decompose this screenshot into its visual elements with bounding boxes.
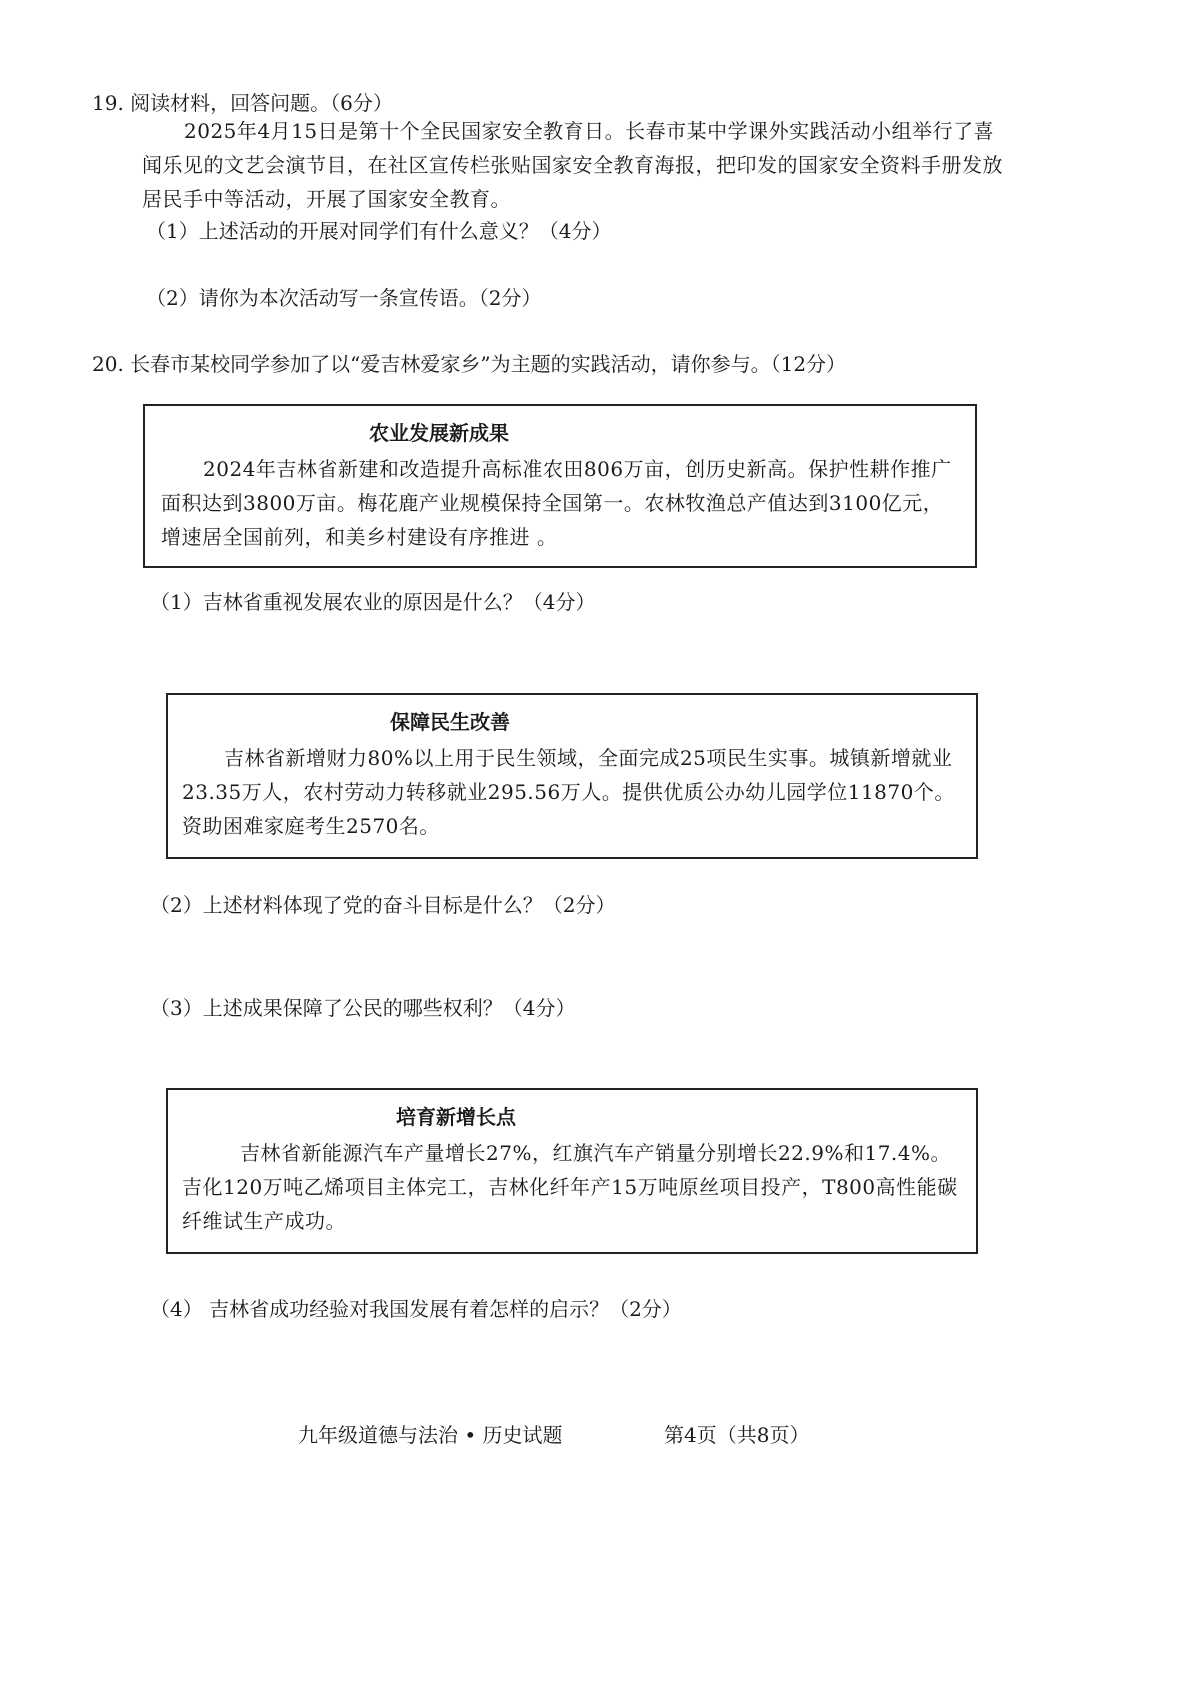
footer-page-number: 第4页（共8页） bbox=[664, 1423, 810, 1447]
q20-sub3: （3）上述成果保障了公民的哪些权利？（4分） bbox=[150, 996, 576, 1020]
material-box-agriculture bbox=[143, 404, 977, 568]
box-title: 培育新增长点 bbox=[396, 1105, 516, 1129]
footer-subject: 九年级道德与法治 • 历史试题 bbox=[298, 1423, 563, 1447]
q19-heading: 19. 阅读材料，回答问题。（6分） bbox=[92, 91, 393, 115]
q20-sub4: （4） 吉林省成功经验对我国发展有着怎样的启示？（2分） bbox=[150, 1297, 682, 1321]
box-title: 农业发展新成果 bbox=[369, 421, 509, 445]
box-body: 2024年吉林省新建和改造提升高标准农田806万亩，创历史新高。保护性耕作推广面积达到3800万亩。梅花鹿产业规模保持全国第一。农林牧渔总产值达到3100亿元，增速居全国前列，和美乡村建设有序推进 。 bbox=[161, 457, 952, 549]
q20-heading: 20. 长春市某校同学参加了以“爱吉林爱家乡”为主题的实践活动，请你参与。（12分） bbox=[92, 352, 847, 376]
material-box-growth bbox=[166, 1088, 978, 1254]
material-box-livelihood bbox=[166, 693, 978, 859]
box-body: 吉林省新增财力80%以上用于民生领域，全面完成25项民生实事。城镇新增就业23.35万人，农村劳动力转移就业295.56万人。提供优质公办幼儿园学位11870个。资助困难家庭考生2570名。 bbox=[182, 746, 955, 838]
q19-sub2: （2）请你为本次活动写一条宣传语。（2分） bbox=[146, 286, 542, 310]
q19-material: 2025年4月15日是第十个全民国家安全教育日。长春市某中学课外实践活动小组举行了喜闻乐见的文艺会演节目，在社区宣传栏张贴国家安全教育海报，把印发的国家安全资料手册发放居民手中等活动，开展了国家安全教育。 bbox=[142, 119, 1003, 211]
q19-sub1: （1）上述活动的开展对同学们有什么意义？（4分） bbox=[146, 219, 612, 243]
box-body: 吉林省新能源汽车产量增长27%，红旗汽车产销量分别增长22.9%和17.4%。吉化120万吨乙烯项目主体完工，吉林化纤年产15万吨原丝项目投产，T800高性能碳纤维试生产成功。 bbox=[182, 1141, 958, 1233]
q20-sub2: （2）上述材料体现了党的奋斗目标是什么？（2分） bbox=[150, 893, 616, 917]
q20-sub1: （1）吉林省重视发展农业的原因是什么？（4分） bbox=[150, 590, 596, 614]
box-title: 保障民生改善 bbox=[390, 710, 510, 734]
